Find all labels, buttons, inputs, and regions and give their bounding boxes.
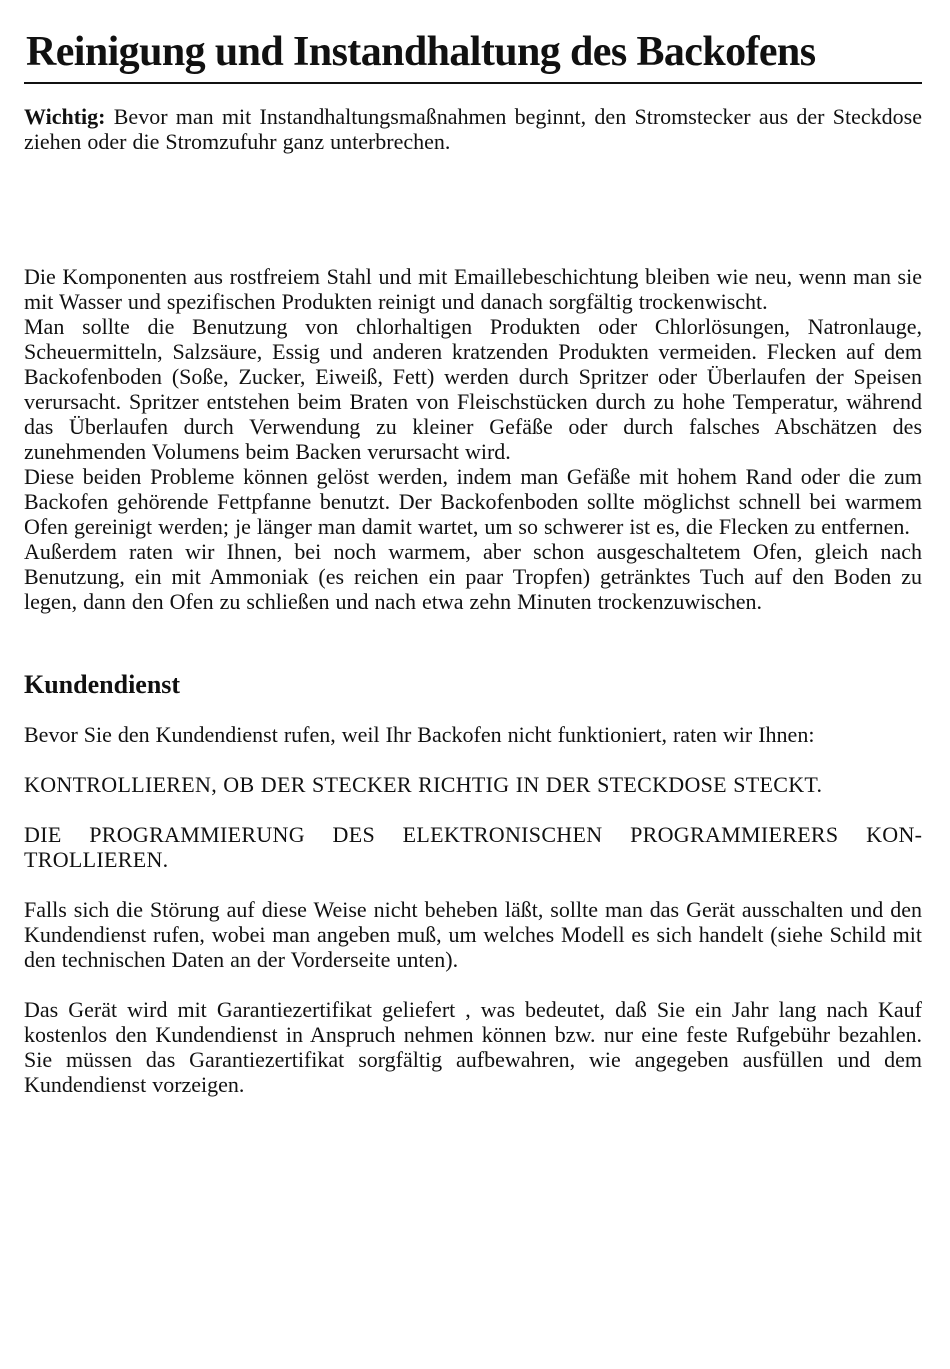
service-warranty-paragraph: Das Gerät wird mit Garantiezertifikat geliefert , was bedeutet, daß Sie ein Jahr lang nach Kauf kostenlos den Kundendienst in Anspruch nehmen können bzw. nur eine feste Rufgebühr bezahlen. Sie müssen das Garantiezertifikat sorgfältig aufbewahren, wie angegeben ausfüllen und dem Kundendienst vorzeigen. [24,997,922,1097]
cleaning-paragraph-3: Diese beiden Probleme können gelöst werden, indem man Gefäße mit hohem Rand oder die zum Backofen gehörende Fettpfanne benutzt. Der Backofenboden sollte möglichst schnell bei warmem Ofen gereinigt werden; je länger man damit wartet, um so schwerer ist es, die Flecken zu entfernen. [24,464,922,539]
cleaning-section [24,264,922,614]
important-notice [24,104,922,154]
cleaning-paragraph-2: Man sollte die Benutzung von chlorhaltigen Produkten oder Chlorlösungen, Natronlauge, Scheuermitteln, Salzsäure, Essig und anderen kratzenden Produkten vermeiden. Flecken auf dem Backofenboden (Soße, Zucker, Eiweiß, Fett) werden durch Spritzer oder Überlaufen der Speisen verursacht. Spritzer entstehen beim Braten von Fleischstücken durch zu hohe Temperatur, während das Überlaufen durch Verwendung zu kleiner Gefäße oder durch falsches Abschätzen des zunehmenden Volumens beim Backen verursacht wird. [24,314,922,464]
cleaning-paragraph-1: Die Komponenten aus rostfreiem Stahl und mit Emaillebeschichtung bleiben wie neu, wenn man sie mit Wasser und spezifischen Produkten reinigt und danach sorgfältig trockenwischt. [24,264,922,314]
service-heading: Kundendienst [24,670,181,699]
document-page [24,0,922,1097]
service-check-programmer: DIE PROGRAMMIERUNG DES ELEKTRONISCHEN PROGRAMMIERERS KONTROLLIEREN. [24,822,922,872]
important-text: Bevor man mit Instandhaltungsmaßnahmen beginnt, den Stromstecker aus der Steckdose ziehen oder die Stromzufuhr ganz unterbrechen. [24,104,922,154]
cleaning-paragraph-4: Außerdem raten wir Ihnen, bei noch warmem, aber schon ausgeschaltetem Ofen, gleich nach Benutzung, ein mit Ammoniak (es reichen ein paar Tropfen) getränktes Tuch auf den Boden zu legen, dann den Ofen zu schließen und nach etwa zehn Minuten trockenzuwischen. [24,539,922,614]
page-title: Reinigung und Instandhaltung des Backofens [24,30,922,84]
service-intro: Bevor Sie den Kundendienst rufen, weil Ihr Backofen nicht funktioniert, raten wir Ihnen: [24,722,815,747]
service-check-plug: KONTROLLIEREN, OB DER STECKER RICHTIG IN DER STECKDOSE STECKT. [24,772,823,797]
important-label: Wichtig: [24,104,106,129]
service-fault-paragraph: Falls sich die Störung auf diese Weise nicht beheben läßt, sollte man das Gerät ausschalten und den Kundendienst rufen, wobei man angeben muß, um welches Modell es sich handelt (siehe Schild mit den technischen Daten an der Vorderseite unten). [24,897,922,972]
